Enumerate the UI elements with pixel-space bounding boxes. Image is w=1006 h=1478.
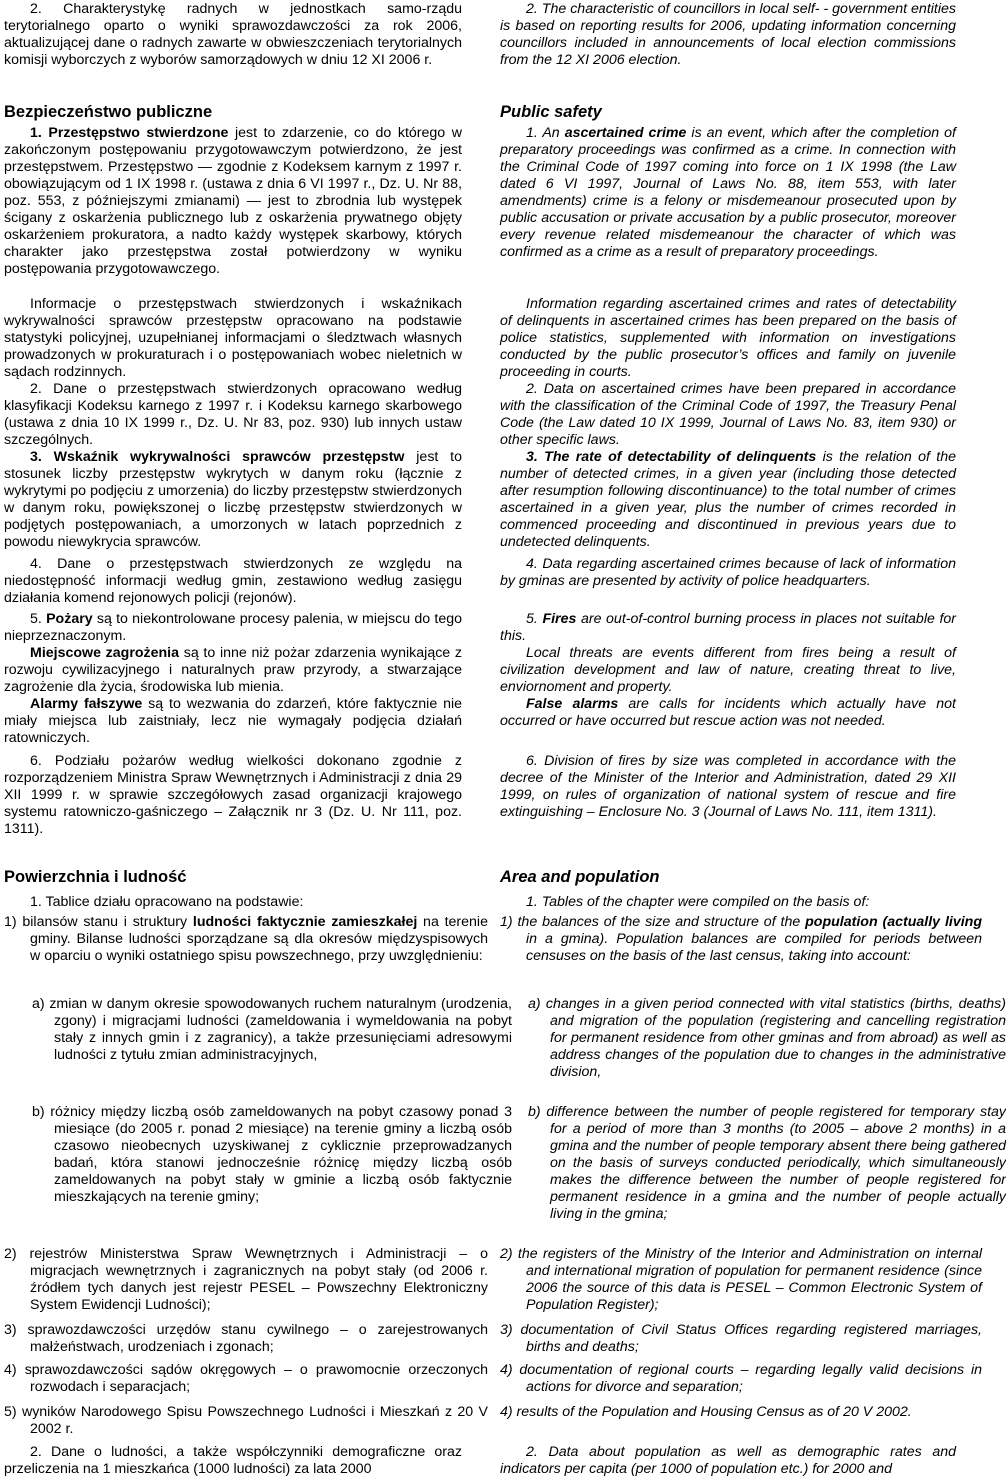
- crime-definition-paragraph-en: [500, 125, 956, 261]
- local-threats-paragraph-en: Local threats are events different from fires being a result of civilization development and law of nature, creating threat to live, enviornoment and property.: [500, 645, 956, 695]
- registers-item: 2) rejestrów Ministerstwa Spraw Wewnętrznych i Administracji – o migracjach wewnętrznych i zagranicznych na pobyt stały (od 2006 r. źródłem tych danych jest rejestr PESEL – Powszechny Elektroniczny System Ewidencji Ludności);: [4, 1246, 488, 1313]
- civil-status-item: 3) sprawozdawczości urzędów stanu cywilnego – o zarejestrowanych małżeństwach, urodzeniach i zgonach;: [4, 1322, 488, 1355]
- detectability-paragraph-en: [500, 449, 956, 551]
- local-threats-text: są to inne niż pożar zdarzenia wynikające z rozwoju cywilizacyjnego i naturalnych praw przyrody, a stwarzające zagrożenie dla życia, środowiska lub mienia.: [4, 645, 462, 695]
- fires-paragraph-en: [500, 611, 956, 645]
- crime-classification-paragraph-en: 2. Data on ascertained crimes have been prepared in accordance with the classification of the Criminal Code of 1997, the Treasury Penal Code (the Law dated 10 IX 1999, Journal of Laws No. 83, item 930) or other specific laws.: [500, 381, 956, 448]
- population-balance-item-en: [500, 914, 982, 965]
- local-threats-term: Miejscowe zagrożenia: [30, 645, 180, 661]
- crime-definition-paragraph: [4, 125, 462, 278]
- detectability-text-en: is the relation of the number of detected crimes, in a given year (including those detected after resumption following discontinuance) to the total number of crimes ascertained in a given year, plus the number of crimes recorded in commenced proceeding and discontinued in previous years due to undetected delinquents.: [500, 449, 956, 550]
- area-population-heading-en: Area and population: [500, 868, 660, 886]
- fire-size-paragraph-en: 6. Division of fires by size was completed in accordance with the decree of the Minister of the Interior and Administration, dated 29 XII 1999, on rules of organization of national system of rescue and fire extinguishing – Enclosure No. 3 (Journal of Laws No. 111, item 1311).: [500, 753, 956, 820]
- crime-classification-paragraph: 2. Dane o przestępstwach stwierdzonych opracowano według klasyfikacji Kodeksu karnego z 1997 r. i Kodeksu karnego skarbowego (ustawa z dnia 10 IX 1999 r., Dz. U. Nr 83, poz. 930) lub innych ustaw szczególnych.: [4, 381, 462, 448]
- crime-information-paragraph: Informacje o przestępstwach stwierdzonych i wskaźnikach wykrywalności sprawców przestępstw opracowano na podstawie statystyki policyjnej, uzupełnianej informacjami o śledztwach własnych prowadzonych w prokuraturach i o postępowaniach wobec nieletnich w sądach rodzinnych.: [4, 296, 462, 380]
- population-balance-term: ludności faktycznie zamieszkałej: [192, 914, 418, 930]
- population-balance-text: na terenie gminy. Bilanse ludności sporządzane są dla okresów międzyspisowych w oparciu o wyniki ostatniego spisu powszechnego, przy uwzględnieniu:: [30, 914, 488, 964]
- crime-number-en: 1. An: [526, 125, 565, 141]
- civil-status-item-en: 3) documentation of Civil Status Offices regarding registered marriages, births and deaths;: [500, 1322, 982, 1355]
- census-item: 5) wyników Narodowego Spisu Powszechnego Ludności i Mieszkań z 20 V 2002 r.: [4, 1404, 488, 1437]
- registers-item-en: 2) the registers of the Ministry of the Interior and Administration on internal and international migration of population for permanent residence (since 2006 the source of this data is PESEL – Common Electronic System of Population Register);: [500, 1246, 982, 1313]
- population-balance-item: [4, 914, 488, 965]
- temporary-stay-subitem: b) różnicy między liczbą osób zameldowanych na pobyt czasowy ponad 3 miesiące (do 2005 r. ponad 2 miesiące) na terenie gminy a liczbą osób czasowo nieobecnych uzyskiwanej z cyklicznie przeprowadzanych badań, która stanowi jednocześnie różnicę między liczbą osób zameldowanych na pobyt stały w gminie a liczbą osób faktycznie mieszkających na terenie gminy;: [32, 1104, 512, 1205]
- fires-text: są to niekontrolowane procesy palenia, w miejscu do tego nieprzeznaczonym.: [4, 611, 462, 644]
- local-threats-paragraph: [4, 645, 462, 696]
- census-item-en: 4) results of the Population and Housing Census as of 20 V 2002.: [500, 1404, 912, 1420]
- crime-term: Przestępstwo stwierdzone: [48, 125, 229, 141]
- population-balance-lead-en: 1) the balances of the size and structure of the: [500, 914, 806, 930]
- detectability-term: 3. Wskaźnik wykrywalności sprawców przestępstw: [30, 449, 405, 465]
- crime-definition-text-en: is an event, which after the completion of preparatory proceedings was confirmed as a crime. In connection with the Criminal Code of 1997 coming into force on 1 IX 1998 (the Law dated 6 VI 1997, Journal of Laws No. 88, item 553, with later amendments) crime is a felony or misdemeanour prosecuted upon by public accusation or private accusation by a public prosecutor, moreover every revenue related misdemeanour the character of which was confirmed as a crime as a result of preparatory proceedings.: [500, 125, 956, 260]
- public-safety-heading: Bezpieczeństwo publiczne: [4, 103, 213, 121]
- regional-courts-item: 4) sprawozdawczości sądów okręgowych – o prawomocnie orzeczonych rozwodach i separacjach;: [4, 1362, 488, 1395]
- fires-number-en: 5.: [526, 611, 543, 627]
- fires-term: Pożary: [46, 611, 93, 627]
- population-balance-text-en: in a gmina). Population balances are compiled for periods between censuses on the basis of the last census, taking into account:: [526, 931, 982, 964]
- vital-statistics-subitem: a) zmian w danym okresie spowodowanych ruchem naturalnym (urodzenia, zgony) i migracjami ludności (zameldowania i wymeldowania na pobyt stały z innych gmin i z zagranicy), a także przesunięciami adresowymi ludności z tytułu zmian administracyjnych,: [32, 996, 512, 1063]
- public-safety-heading-en: Public safety: [500, 103, 602, 121]
- councillors-paragraph-en: 2. The characteristic of councillors in local self- - government entities is based on reporting results for 2006, updating information concerning councillors included in announcements of local election commissions from the 12 XI 2006 election.: [500, 1, 956, 68]
- population-balance-term-en: population (actually living: [805, 914, 982, 930]
- false-alarms-text-en: are calls for incidents which actually have not occurred or have occurred but rescue action was not needed.: [500, 696, 956, 729]
- false-alarms-text: są to wezwania do zdarzeń, które faktycznie nie miały miejsca lub zaistniały, lecz nie wymagały podjęcia działań ratowniczych.: [4, 696, 463, 746]
- fires-number: 5.: [30, 611, 42, 627]
- councillors-paragraph: 2. Charakterystykę radnych w jednostkach samo-rządu terytorialnego oparto o wyniki sprawozdawczości za rok 2006, aktualizującej dane o radnych zawarte w obwieszczeniach terytorialnych komisji wyborczych z wyborów samorządowych w dniu 12 XI 2006 r.: [4, 1, 462, 68]
- police-headquarters-paragraph-en: 4. Data regarding ascertained crimes because of lack of information by gminas are presented by activity of police headquarters.: [500, 556, 956, 589]
- crime-number: 1.: [30, 125, 42, 141]
- police-headquarters-paragraph: 4. Dane o przestępstwach stwierdzonych ze względu na niedostępność informacji według gmin, zestawiono według zasięgu działania komend rejonowych policji (rejonów).: [4, 556, 462, 606]
- tables-basis-paragraph: 1. Tablice działu opracowano na podstawie:: [30, 894, 304, 910]
- population-balance-lead: 1) bilansów stanu i struktury: [4, 914, 193, 930]
- area-population-heading: Powierzchnia i ludność: [4, 868, 187, 886]
- false-alarms-paragraph: [4, 696, 462, 747]
- fires-paragraph: [4, 611, 462, 645]
- detectability-text: jest to stosunek liczby przestępstw wykrytych w danym roku (łącznie z wykrytymi po podjęciu z umorzenia) do liczby przestępstw stwierdzonych w danym roku, powiększonej o liczbę przestępstw stwierdzonych w podjętych postępowaniach, a umorzonych w latach poprzednich z powodu niewykrycia sprawców.: [4, 449, 462, 550]
- false-alarms-term: Alarmy fałszywe: [30, 696, 143, 712]
- regional-courts-item-en: 4) documentation of regional courts – regarding legally valid decisions in actions for divorce and separation;: [500, 1362, 982, 1395]
- false-alarms-paragraph-en: [500, 696, 956, 730]
- demographic-data-paragraph-en: 2. Data about population as well as demographic rates and indicators per capita (per 1000 of population etc.) for 2000 and: [500, 1444, 956, 1477]
- demographic-data-paragraph: 2. Dane o ludności, a także współczynniki demograficzne oraz przeliczenia na 1 mieszkańca (1000 ludności) za lata 2000: [4, 1444, 462, 1477]
- detectability-term-en: 3. The rate of detectability of delinquents: [526, 449, 817, 465]
- vital-statistics-subitem-en: a) changes in a given period connected with vital statistics (births, deaths) and migration of the population (registering and cancelling registration for permanent residence from other gminas and from abroad) as well as address changes of the population due to changes in the administrative division,: [528, 996, 1006, 1080]
- fires-term-en: Fires: [542, 611, 577, 627]
- temporary-stay-subitem-en: b) difference between the number of people registered for temporary stay for a period of more than 3 months (to 2005 – above 2 months) in a gmina and the number of people temporary absent there being gathered on the basis of surveys conducted periodically, which simultaneously makes the difference between the number of people registered for permanent residence in a gmina and the number of people actually living in the gmina;: [528, 1104, 1006, 1222]
- crime-definition-text: jest to zdarzenie, co do którego w zakończonym postępowaniu przygotowawczym potwierdzono, że jest przestępstwem. Przestępstwo — zgodnie z Kodeksem karnym z 1997 r. obowiązującym od 1 IX 1998 r. (ustawa z dnia 6 VI 1997 r., Dz. U. Nr 88, poz. 553, z późniejszymi zmianami) — jest to zbrodnia lub występek ścigany z oskarżenia publicznego lub z oskarżenia prywatnego objęty oskarżeniem prokuratora, a nadto każdy występek skarbowy, których charakter jako przestępstwa został potwierdzony w wyniku postępowania przygotowawczego.: [4, 125, 462, 277]
- fire-size-paragraph: 6. Podziału pożarów według wielkości dokonano zgodnie z rozporządzeniem Ministra Spraw Wewnętrznych i Administracji z dnia 29 XII 1999 r. w sprawie szczegółowych zasad organizacji krajowego systemu ratowniczo-gaśniczego – Załącznik nr 3 (Dz. U. Nr 111, poz. 1311).: [4, 753, 462, 837]
- crime-information-paragraph-en: Information regarding ascertained crimes and rates of detectability of delinquents in ascertained crimes has been prepared on the basis of police statistics, supplemented with information on investigations conducted by the public prosecutor’s offices and family on juvenile proceeding in courts.: [500, 296, 956, 380]
- crime-term-en: ascertained crime: [564, 125, 687, 141]
- detectability-paragraph: [4, 449, 462, 551]
- tables-basis-paragraph-en: 1. Tables of the chapter were compiled on the basis of:: [526, 894, 870, 910]
- false-alarms-term-en: False alarms: [526, 696, 619, 712]
- fires-text-en: are out-of-control burning process in places not suitable for this.: [500, 611, 957, 644]
